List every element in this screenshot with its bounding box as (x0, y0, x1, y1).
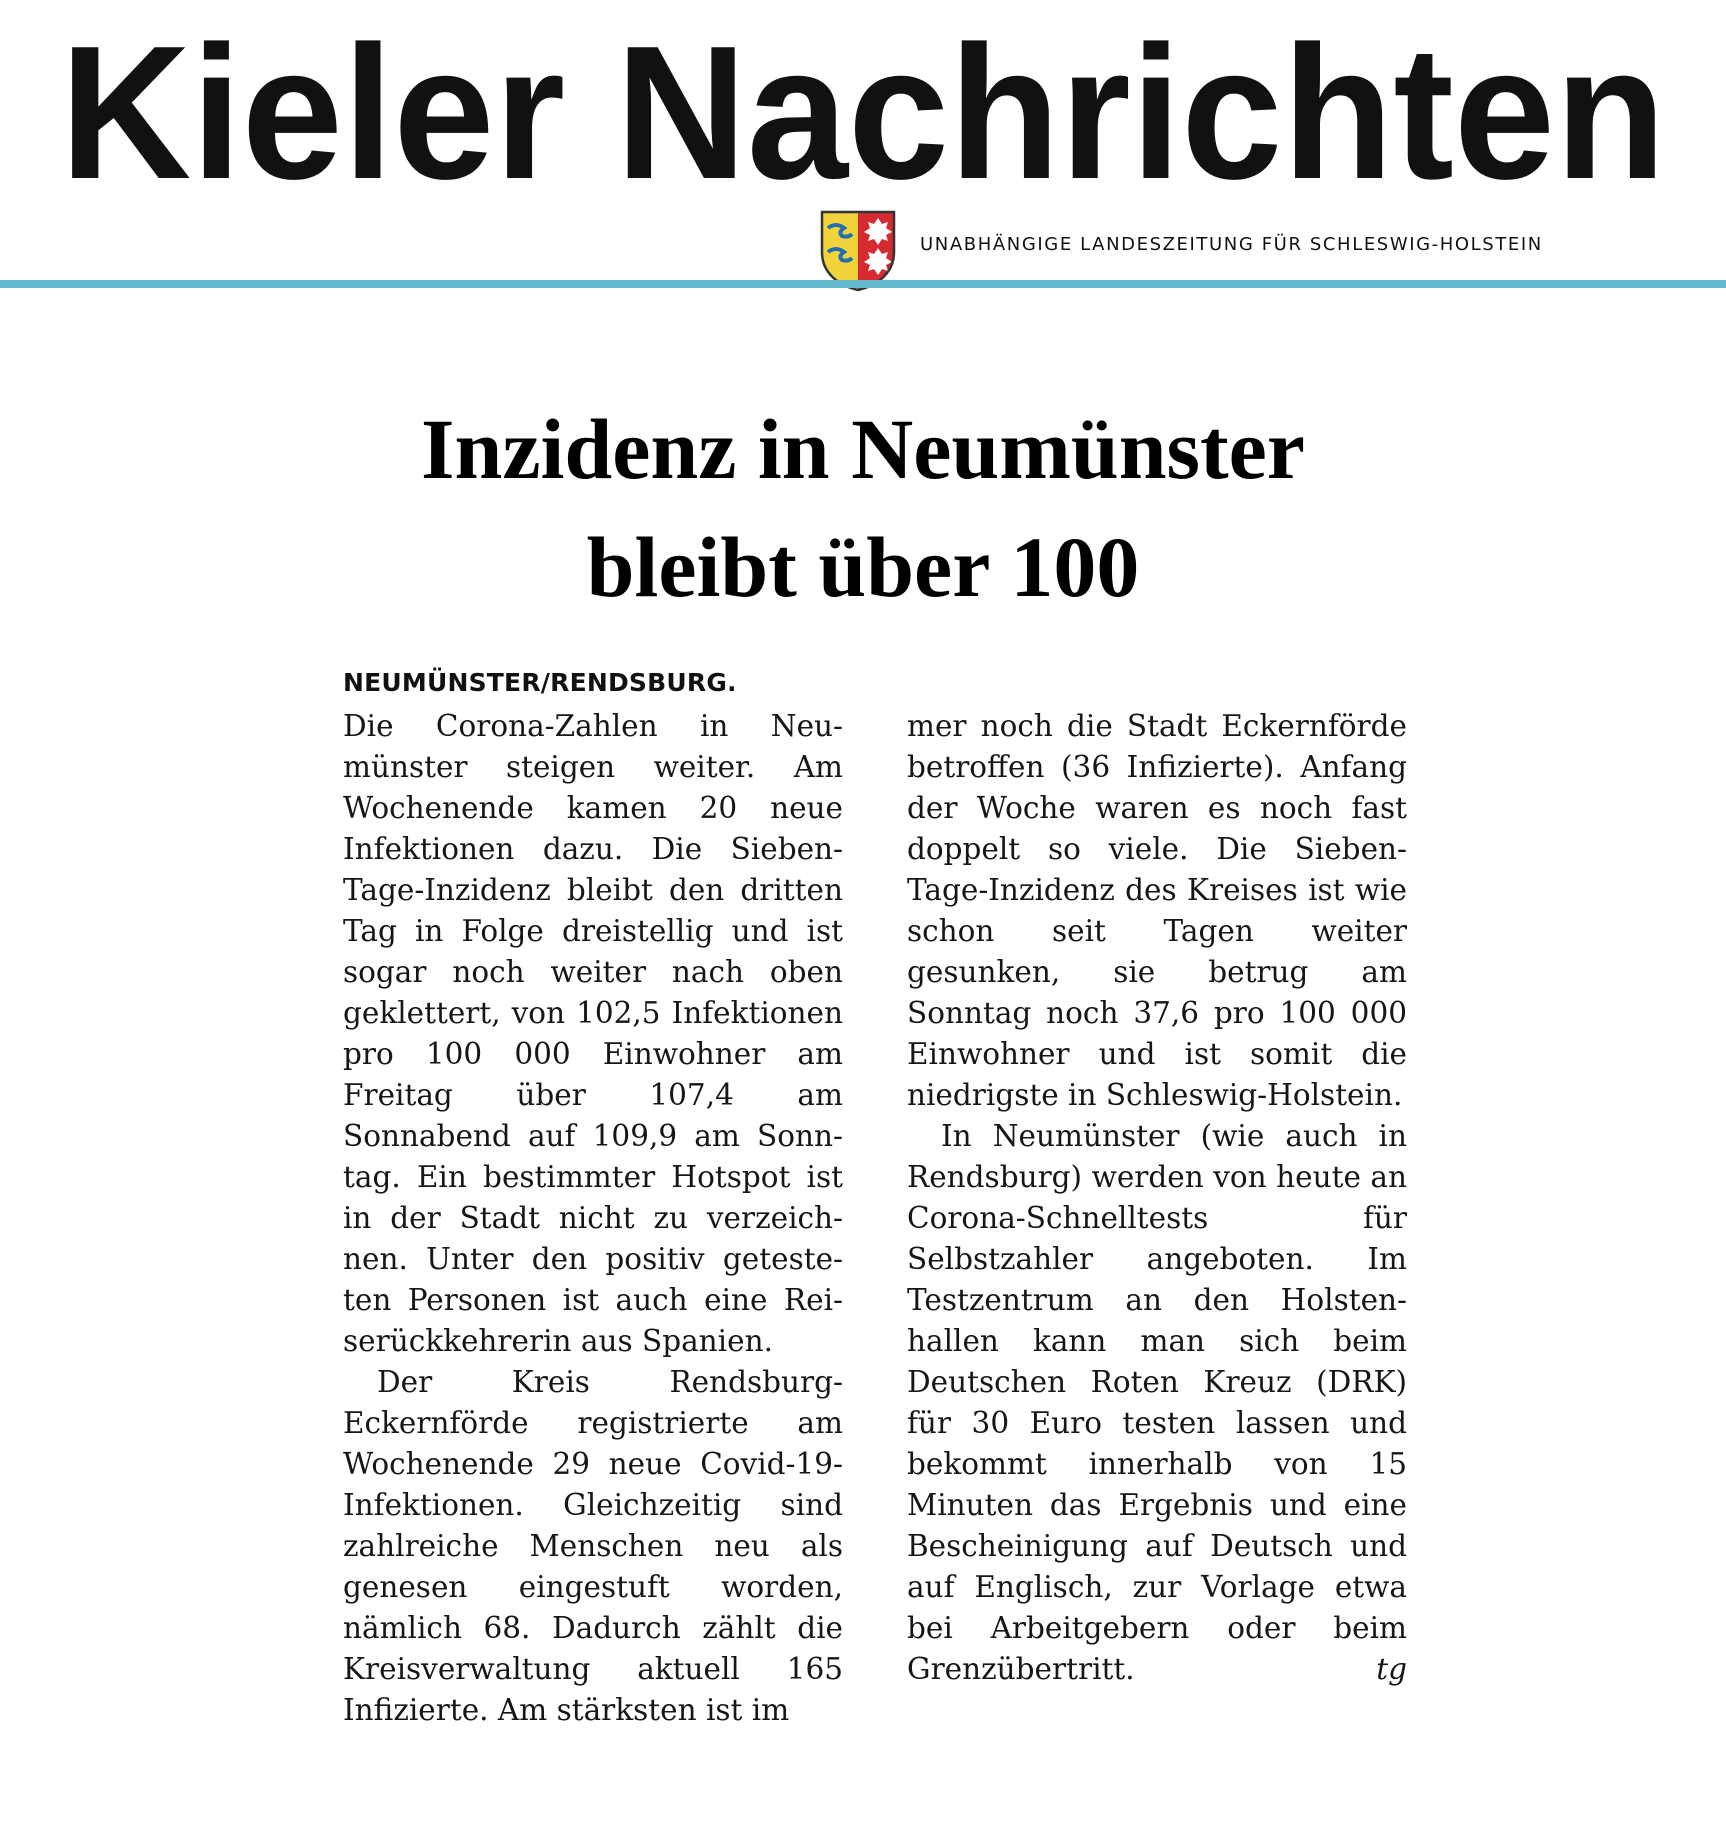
article-headline (200, 390, 1526, 626)
article-body (343, 660, 1409, 1780)
headline-line-1: Inzidenz in Neumünster (421, 401, 1305, 497)
masthead-tagline: UNABHÄNGIGE LANDESZEITUNG FÜR SCHLESWIG-HOLSTEIN (920, 234, 1543, 255)
article-column-1 (343, 660, 843, 1731)
article-paragraph-3-text: In Neumünster (wie auch in Rendsburg) werden von heute an Corona-Schnelltests für Selbstzahler angeboten. Im Testzentrum an den Holstenhallen kann man sich beim Deutschen Roten Kreuz (DRK) für 30 Euro testen lassen und bekommt innerhalb von 15 Minuten das Ergebnis und eine Bescheinigung auf Deutsch und auf Englisch, zur Vorlage etwa bei Arbeitgebern oder beim Grenzübertritt. (907, 1119, 1407, 1686)
masthead-title-wordmark (60, 18, 1666, 208)
article-column-2 (907, 706, 1407, 1690)
article-dateline: NEUMÜNSTER/RENDSBURG. (343, 668, 737, 697)
article-paragraph-2: Der Kreis Rendsburg-Eckernförde registrierte am Wochenende 29 neue Covid-19-Infektionen. Gleichzeitig sind zahlreiche Menschen neu als genesen eingestuft worden, nämlich 68. Dadurch zählt die Kreisverwaltung aktuell 165 Infizierte. Am stärksten ist im (343, 1365, 843, 1727)
article-paragraph-1: Die Corona-Zahlen in Neumünster steigen weiter. Am Wochenende kamen 20 neue Infektionen dazu. Die Sieben-Tage-Inzidenz bleibt den dritten Tag in Folge dreistellig und ist sogar noch weiter nach oben geklettert, von 102,5 Infektionen pro 100 000 Einwohner am Freitag über 107,4 am Sonnabend auf 109,9 am Sonntag. Ein bestimmter Hotspot ist in der Stadt nicht zu verzeichnen. Unter den positiv getesteten Personen ist auch eine Reiserückkehrerin aus Spanien. (343, 709, 843, 1358)
article-paragraph-2-continued: mer noch die Stadt Eckernförde betroffen (36 Infizierte). Anfang der Woche waren es noch fast doppelt so viele. Die Sieben-Tage-Inzidenz des Kreises ist wie schon seit Tagen weiter gesunken, sie betrug am Sonntag noch 37,6 pro 100 000 Einwohner und ist somit die niedrigste in Schleswig-Holstein. (907, 709, 1407, 1112)
article-author-initials: tg (1376, 1652, 1407, 1686)
article-paragraph-3 (907, 1116, 1407, 1690)
headline-line-2: bleibt über 100 (586, 519, 1140, 615)
masthead-divider-rule (0, 280, 1726, 288)
masthead-title-text: Kieler Nachrichten (60, 18, 1666, 208)
newspaper-masthead-title (60, 18, 1666, 208)
